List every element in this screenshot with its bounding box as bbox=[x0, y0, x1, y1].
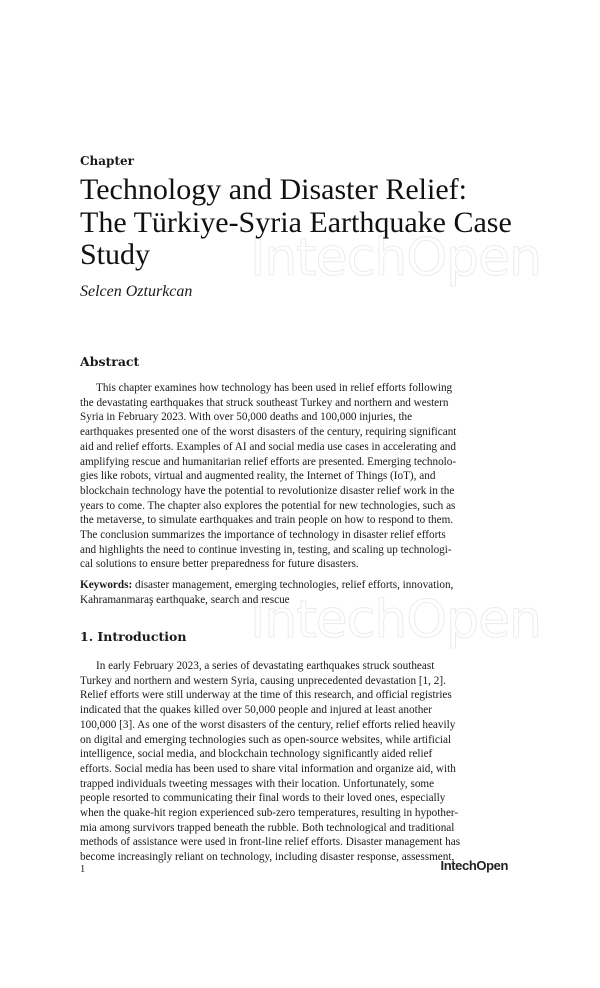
intro-line: become increasingly reliant on technology, including disaster response, assessment, bbox=[80, 851, 455, 864]
intro-line: methods of assistance were used in front-line relief efforts. Disaster management has bbox=[80, 836, 461, 849]
abstract-line: blockchain technology have the potential to revolutionize disaster relief work in the bbox=[80, 484, 455, 497]
intro-line: indicated that the quakes killed over 50,000 people and injured at least another bbox=[80, 704, 432, 717]
abstract-line: the devastating earthquakes that struck southeast Turkey and northern and western bbox=[80, 396, 449, 409]
page-number: 1 bbox=[80, 864, 86, 875]
abstract-line: This chapter examines how technology has been used in relief efforts following bbox=[96, 382, 453, 394]
title-line: The Türkiye-Syria Earthquake Case bbox=[80, 205, 512, 239]
title-line: Technology and Disaster Relief: bbox=[80, 173, 467, 206]
abstract-line: earthquakes presented one of the worst disasters of the century, requiring significant bbox=[80, 426, 457, 439]
intro-line: mia among survivors trapped beneath the rubble. Both technological and traditional bbox=[80, 821, 455, 834]
publisher-logo: IntechOpen bbox=[440, 858, 508, 873]
intro-line: on digital and emerging technologies such as open-source websites, while artificial bbox=[80, 733, 452, 746]
title-line: Study bbox=[80, 238, 151, 271]
intro-line: Relief efforts were still underway at the time of this research, and official registries bbox=[80, 689, 452, 702]
abstract-line: the metaverse, to simulate earthquakes and train people on how to respond to them. bbox=[80, 514, 454, 527]
abstract-line: cal solutions to ensure better preparedness for future disasters. bbox=[80, 558, 359, 571]
keywords-paragraph bbox=[80, 578, 520, 607]
abstract-line: years to come. The chapter also explores the potential for new technologies, such as bbox=[80, 499, 456, 512]
section-heading-introduction: 1. Introduction bbox=[80, 629, 187, 644]
abstract-line: Syria in February 2023. With over 50,000 deaths and 100,000 injuries, the bbox=[80, 411, 413, 424]
abstract-line: gies like robots, virtual and augmented reality, the Internet of Things (IoT), and bbox=[80, 470, 436, 483]
abstract-line: amplifying rescue and humanitarian relief efforts are presented. Emerging technolo- bbox=[80, 455, 457, 468]
intro-line: In early February 2023, a series of devastating earthquakes struck southeast bbox=[96, 660, 435, 672]
keywords-line: Kahramanmaraş earthquake, search and rescue bbox=[80, 593, 290, 606]
abstract-line: The conclusion summarizes the importance of technology in disaster relief efforts bbox=[80, 529, 446, 542]
keywords-label: Keywords: bbox=[80, 579, 133, 591]
intro-line: efforts. Social media has been used to share vital information and organize aid, with bbox=[80, 762, 456, 775]
watermark-top: IntechOpen bbox=[250, 228, 542, 288]
chapter-title bbox=[80, 174, 520, 272]
intro-line: when the quake-hit region experienced sub-zero temperatures, resulting in hypother- bbox=[80, 807, 459, 820]
watermark-middle: IntechOpen bbox=[250, 590, 542, 650]
abstract-line: and highlights the need to continue investing in, testing, and scaling up technologi- bbox=[80, 543, 452, 556]
intro-line: 100,000 [3]. As one of the worst disasters of the century, relief efforts relied heavily bbox=[80, 718, 456, 731]
intro-line: Turkey and northern and western Syria, causing unprecedented devastation [1, 2]. bbox=[80, 674, 446, 687]
abstract-line: aid and relief efforts. Examples of AI and social media use cases in accelerating and bbox=[80, 440, 456, 453]
intro-line: people resorted to communicating their final words to their loved ones, especially bbox=[80, 792, 446, 805]
abstract-heading: Abstract bbox=[80, 354, 140, 369]
keywords-text: disaster management, emerging technologies, relief efforts, innovation, bbox=[132, 579, 454, 591]
abstract-paragraph bbox=[80, 381, 520, 572]
introduction-paragraph bbox=[80, 659, 520, 865]
keywords-line bbox=[80, 578, 520, 593]
chapter-label: Chapter bbox=[80, 154, 134, 168]
intro-line: intelligence, social media, and blockchain technology significantly aided relief bbox=[80, 748, 433, 761]
intro-line: trapped individuals tweeting messages with their location. Unfortunately, some bbox=[80, 777, 435, 790]
author-name: Selcen Ozturkcan bbox=[80, 283, 193, 300]
